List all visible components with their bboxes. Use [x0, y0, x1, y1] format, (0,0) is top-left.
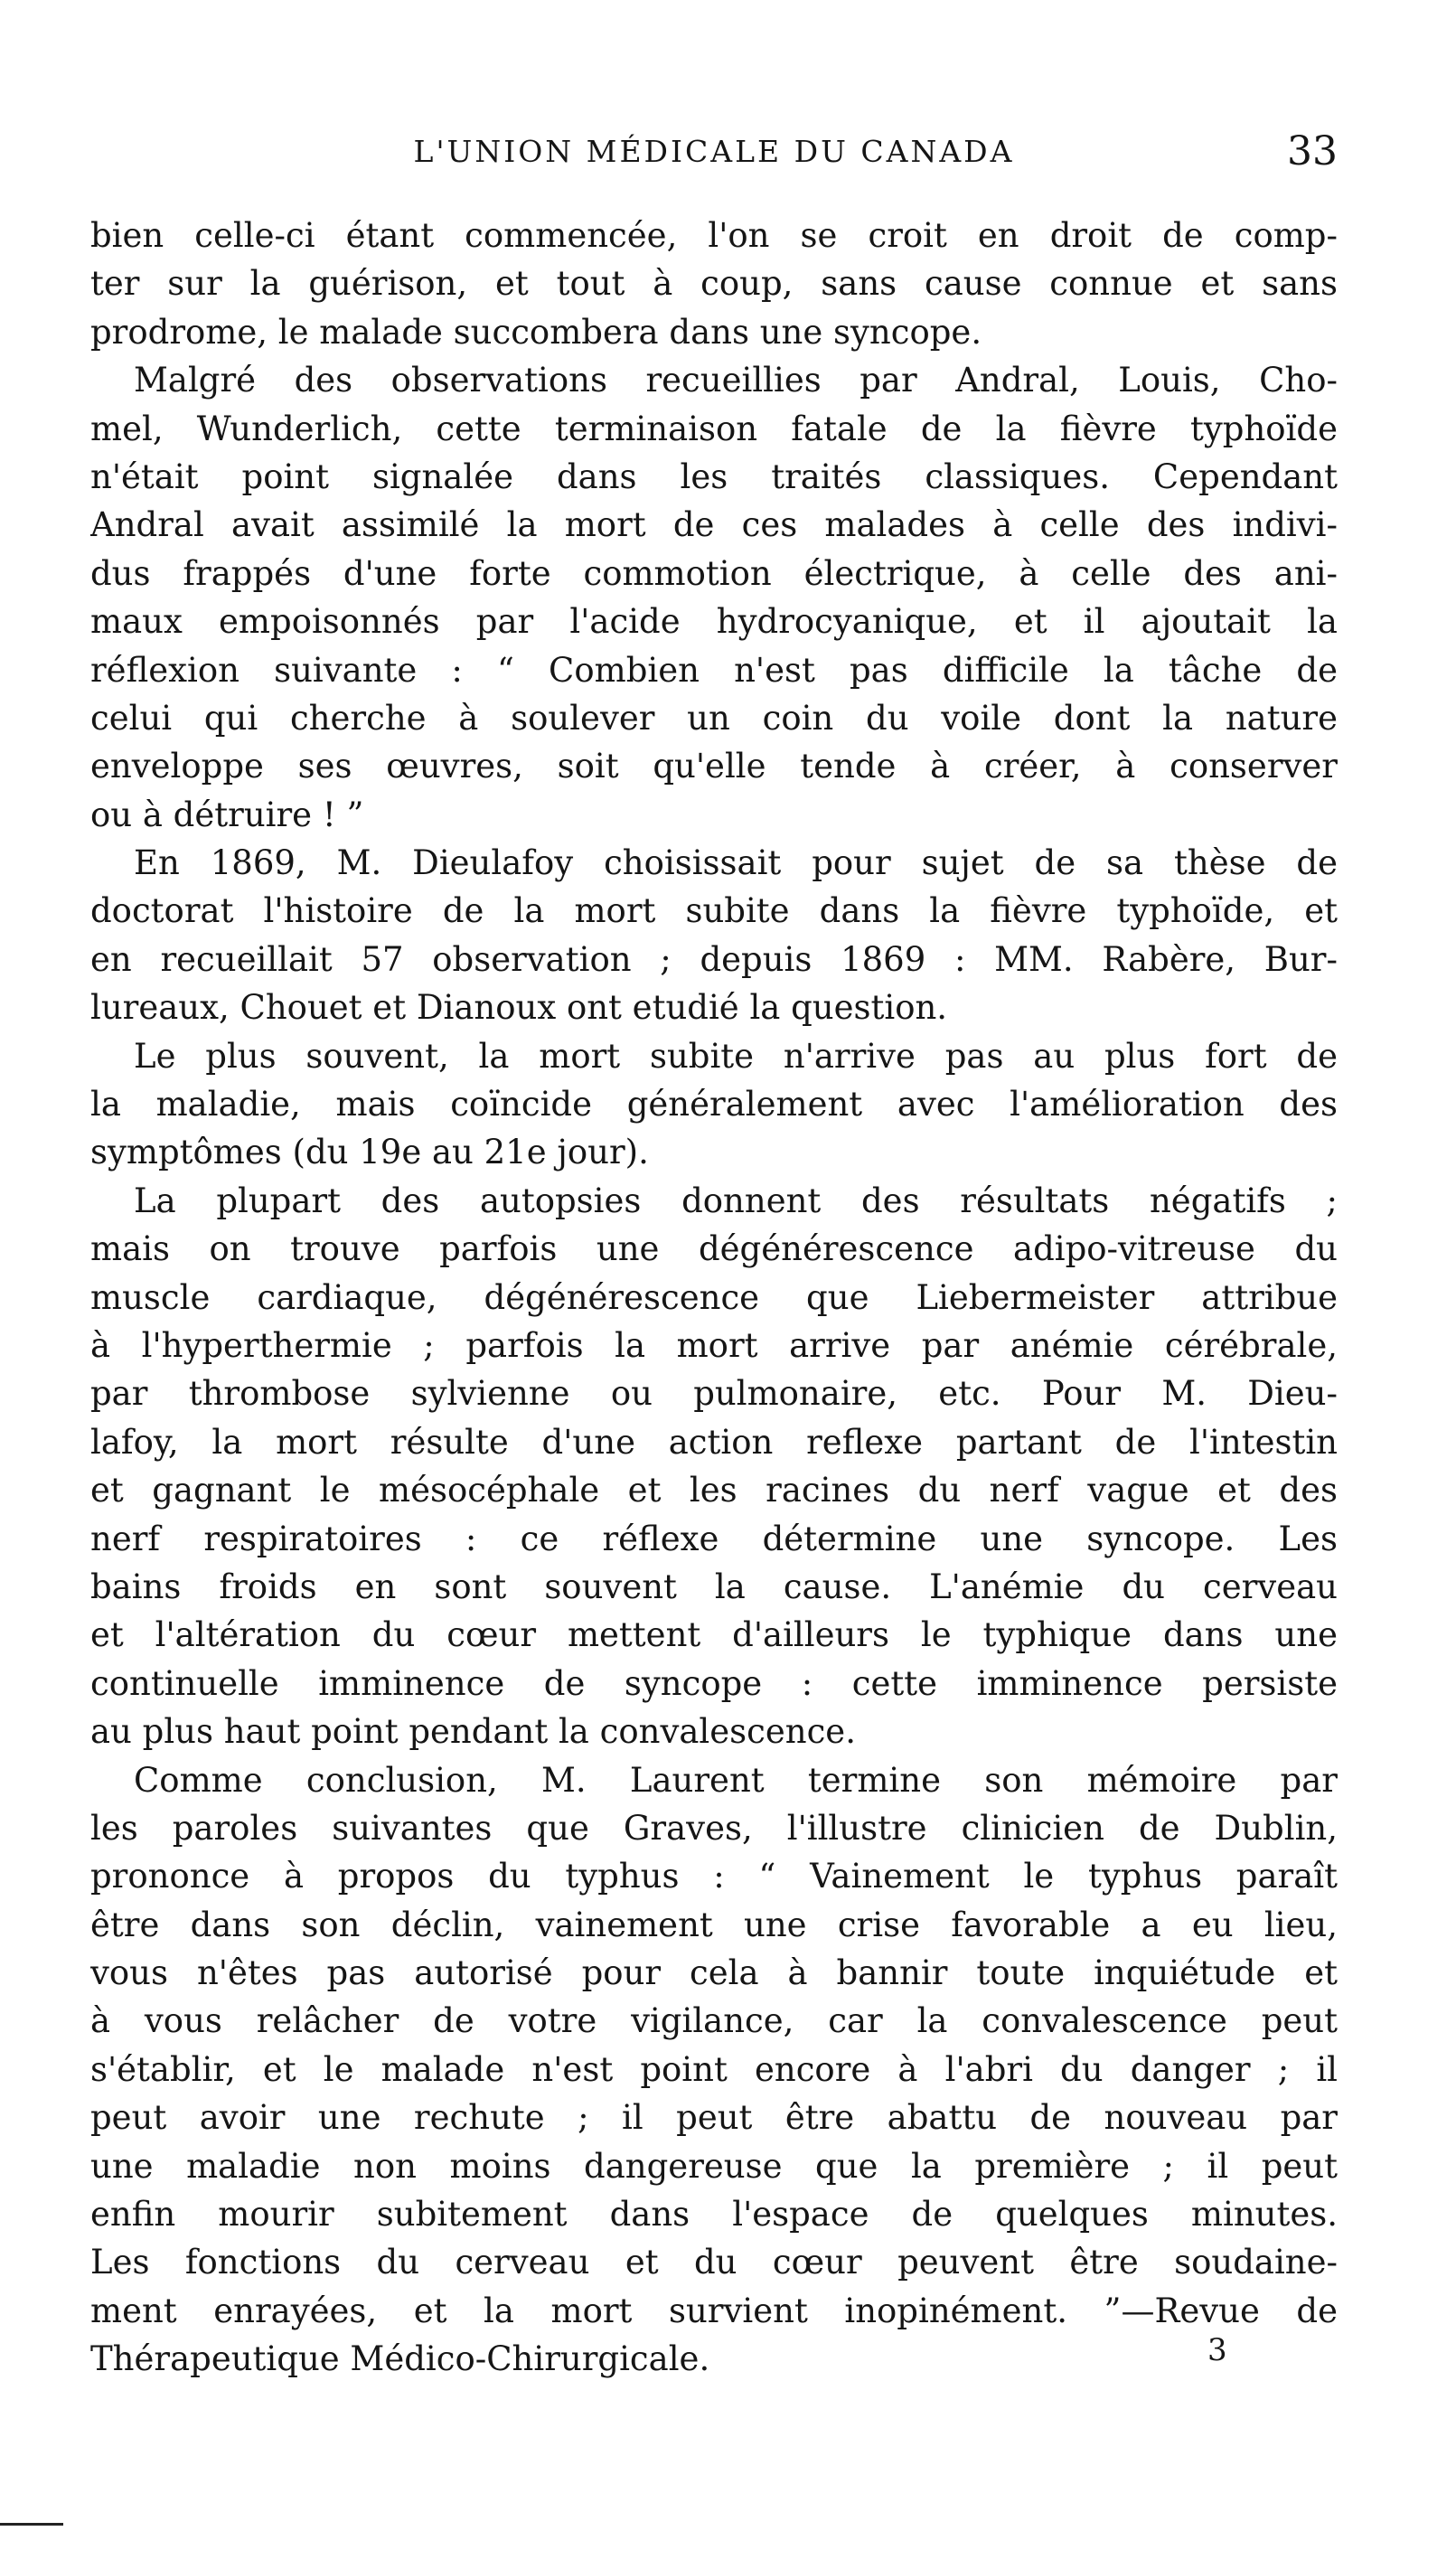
text-line: être dans son déclin, vainement une crise favorable a eu lieu,	[90, 1905, 1338, 1944]
article-text	[90, 212, 1338, 2384]
text-line: à l'hyperthermie ; parfois la mort arrive par anémie cérébrale,	[90, 1325, 1338, 1365]
text-line: Les fonctions du cerveau et du cœur peuvent être soudaine-	[90, 2243, 1338, 2282]
text-line: la maladie, mais coïncide généralement avec l'amélioration des	[90, 1085, 1338, 1124]
text-line: ou à détruire ! ”	[90, 795, 364, 834]
printer-signature-mark: 3	[1207, 2332, 1227, 2368]
text-line: bains froids en sont souvent la cause. L'anémie du cerveau	[90, 1567, 1338, 1606]
text-line: par thrombose sylvienne ou pulmonaire, etc. Pour M. Dieu-	[90, 1374, 1338, 1414]
paragraph-start-line: En 1869, M. Dieulafoy choisissait pour sujet de sa thèse de	[134, 843, 1338, 883]
text-line: et l'altération du cœur mettent d'ailleurs le typhique dans une	[90, 1615, 1338, 1655]
paragraph-start-line: Le plus souvent, la mort subite n'arrive pas au plus fort de	[134, 1036, 1338, 1076]
text-line: les paroles suivantes que Graves, l'illustre clinicien de Dublin,	[90, 1808, 1338, 1848]
running-head	[90, 128, 1338, 183]
text-line: bien celle-ci étant commencée, l'on se croit en droit de comp-	[90, 216, 1338, 255]
text-line: lafoy, la mort résulte d'une action reflexe partant de l'intestin	[90, 1422, 1338, 1462]
text-line: maux empoisonnés par l'acide hydrocyanique, et il ajoutait la	[90, 602, 1338, 642]
text-line: réflexion suivante : “ Combien n'est pas difficile la tâche de	[90, 650, 1338, 690]
page-number: 33	[1287, 128, 1338, 174]
text-line: enfin mourir subitement dans l'espace de quelques minutes.	[90, 2195, 1338, 2235]
text-line: celui qui cherche à soulever un coin du voile dont la nature	[90, 698, 1338, 738]
text-line: prodrome, le malade succombera dans une syncope.	[90, 312, 982, 352]
text-line: prononce à propos du typhus : “ Vainement le typhus paraît	[90, 1857, 1338, 1896]
text-line: mel, Wunderlich, cette terminaison fatale de la fièvre typhoïde	[90, 409, 1338, 448]
text-line: en recueillait 57 observation ; depuis 1869 : MM. Rabère, Bur-	[90, 939, 1338, 979]
text-line: ment enrayées, et la mort survient inopinément. ”—Revue de	[90, 2291, 1338, 2330]
text-line: et gagnant le mésocéphale et les racines du nerf vague et des	[90, 1471, 1338, 1510]
text-line: dus frappés d'une forte commotion électrique, à celle des ani-	[90, 553, 1338, 593]
text-line: nerf respiratoires : ce réflexe détermine une syncope. Les	[90, 1519, 1338, 1558]
text-line: à vous relâcher de votre vigilance, car la convalescence peut	[90, 2001, 1338, 2041]
text-line: enveloppe ses œuvres, soit qu'elle tende à créer, à conserver	[90, 747, 1338, 786]
text-line: mais on trouve parfois une dégénérescence adipo-vitreuse du	[90, 1229, 1338, 1269]
text-line: symptômes (du 19e au 21e jour).	[90, 1133, 649, 1172]
paragraph-start-line: La plupart des autopsies donnent des résultats négatifs ;	[134, 1181, 1338, 1220]
text-line: peut avoir une rechute ; il peut être abattu de nouveau par	[90, 2098, 1338, 2138]
scan-edge-rule	[0, 2523, 63, 2526]
text-line: au plus haut point pendant la convalescence.	[90, 1712, 856, 1752]
paragraph-start-line: Comme conclusion, M. Laurent termine son mémoire par	[134, 1760, 1338, 1800]
text-line: continuelle imminence de syncope : cette imminence persiste	[90, 1663, 1338, 1703]
text-line: Thérapeutique Médico-Chirurgicale.	[90, 2339, 710, 2379]
paragraph-start-line: Malgré des observations recueillies par Andral, Louis, Cho-	[134, 361, 1338, 400]
journal-title: L'UNION MÉDICALE DU CANADA	[413, 134, 1015, 169]
text-line: muscle cardiaque, dégénérescence que Liebermeister attribue	[90, 1277, 1338, 1317]
text-line: s'établir, et le malade n'est point encore à l'abri du danger ; il	[90, 2049, 1338, 2089]
text-line: lureaux, Chouet et Dianoux ont etudié la question.	[90, 988, 948, 1028]
text-line: ter sur la guérison, et tout à coup, sans cause connue et sans	[90, 264, 1338, 304]
text-line: vous n'êtes pas autorisé pour cela à bannir toute inquiétude et	[90, 1953, 1338, 1993]
text-line: n'était point signalée dans les traités classiques. Cependant	[90, 456, 1338, 496]
text-line: doctorat l'histoire de la mort subite dans la fièvre typhoïde, et	[90, 891, 1338, 931]
text-line: Andral avait assimilé la mort de ces malades à celle des indivi-	[90, 505, 1338, 545]
text-line: une maladie non moins dangereuse que la première ; il peut	[90, 2146, 1338, 2186]
